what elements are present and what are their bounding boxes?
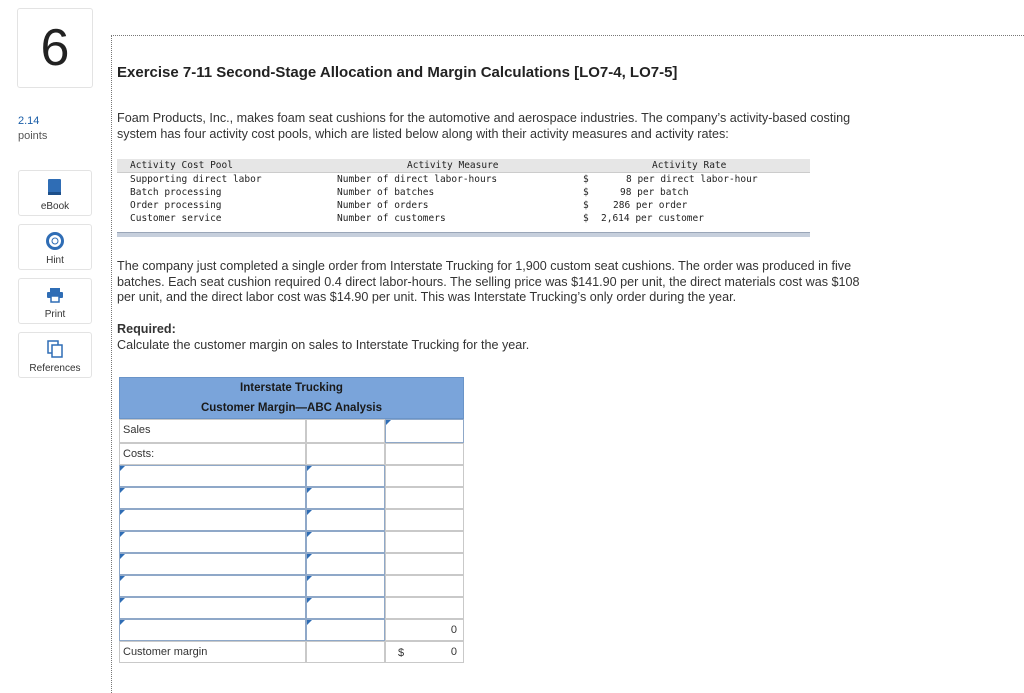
- hint-label: Hint: [46, 255, 64, 266]
- cost-label-input[interactable]: [119, 465, 306, 487]
- book-icon: [45, 177, 65, 197]
- costs-label: Costs:: [123, 448, 155, 460]
- cost-amount-input[interactable]: [306, 619, 385, 641]
- row-measure: Number of customers: [337, 212, 446, 224]
- required-text: Calculate the customer margin on sales to Interstate Trucking for the year.: [117, 337, 530, 352]
- row-dollar: $: [583, 174, 589, 185]
- body-line-1: The company just completed a single order from Interstate Trucking for 1,900 custom seat cushions. The order was produced in five: [117, 259, 852, 273]
- row-rate: 286 per order: [613, 200, 688, 211]
- print-label: Print: [44, 309, 66, 320]
- row-pool: Supporting direct labor: [130, 174, 262, 185]
- cost-blank-cell: [385, 509, 464, 531]
- costs-right-cell: [385, 443, 464, 465]
- cost-blank-cell: [385, 553, 464, 575]
- sales-amount-input[interactable]: [385, 419, 464, 443]
- header-pool: Activity Cost Pool: [130, 160, 233, 171]
- total-costs-cell: [385, 619, 464, 641]
- lifebuoy-icon: [45, 231, 65, 251]
- cost-amount-input[interactable]: [306, 553, 385, 575]
- margin-value: 0: [450, 646, 457, 658]
- points-display: [18, 114, 47, 144]
- points-label: points: [18, 130, 48, 142]
- cost-amount-input[interactable]: [306, 597, 385, 619]
- costs-mid-cell: [306, 443, 385, 465]
- intro-line-1: Foam Products, Inc., makes foam seat cushions for the automotive and aerospace industries. The company’s activity-based costing: [117, 111, 851, 125]
- sales-mid-cell: [306, 419, 385, 443]
- row-pool: Order processing: [130, 200, 222, 211]
- header-rate: Activity Rate: [652, 160, 727, 171]
- vertical-divider: [111, 35, 112, 693]
- row-measure: Number of direct labor-hours: [337, 174, 498, 185]
- margin-table-header: [119, 377, 464, 419]
- intro-paragraph: [117, 111, 947, 142]
- row-measure: Number of orders: [337, 200, 429, 211]
- row-dollar: $: [583, 212, 589, 224]
- cost-label-input[interactable]: [119, 487, 306, 509]
- cost-blank-cell: [385, 597, 464, 619]
- required-label: Required:: [117, 322, 176, 336]
- cost-blank-cell: [385, 465, 464, 487]
- margin-value-cell: [385, 641, 464, 663]
- cost-blank-cell: [385, 575, 464, 597]
- row-pool: Customer service: [130, 212, 222, 224]
- header-measure: Activity Measure: [407, 160, 499, 171]
- costs-label-cell: [119, 443, 306, 465]
- row-measure: Number of batches: [337, 186, 435, 198]
- row-dollar: $: [583, 200, 589, 211]
- ebook-label: eBook: [40, 201, 70, 212]
- cost-label-input[interactable]: [119, 531, 306, 553]
- cost-amount-input[interactable]: [306, 487, 385, 509]
- row-pool: Batch processing: [130, 186, 222, 198]
- row-rate: 2,614 per customer: [601, 212, 704, 224]
- points-value: 2.14: [18, 115, 40, 127]
- body-line-2: batches. Each seat cushion required 0.4 direct labor-hours. The selling price was $141.90 per unit, the direct materials cost was $108: [117, 274, 860, 289]
- exercise-title: Exercise 7-11 Second-Stage Allocation and Margin Calculations [LO7-4, LO7-5]: [117, 64, 678, 81]
- activity-row: [117, 173, 810, 187]
- references-button[interactable]: [18, 332, 92, 378]
- activity-row: [117, 214, 810, 228]
- hint-button[interactable]: [18, 224, 92, 270]
- cost-label-input[interactable]: [119, 553, 306, 575]
- activity-table: [117, 159, 810, 227]
- activity-table-header: [117, 159, 810, 173]
- activity-row: [117, 200, 810, 214]
- margin-mid-cell: [306, 641, 385, 663]
- copy-icon: [45, 339, 65, 359]
- activity-table-footer: [117, 232, 810, 237]
- cost-amount-input[interactable]: [306, 509, 385, 531]
- ebook-button[interactable]: [18, 170, 92, 216]
- row-rate: 98 per batch: [620, 186, 689, 198]
- cost-amount-input[interactable]: [306, 465, 385, 487]
- activity-row: [117, 187, 810, 201]
- cost-label-input[interactable]: [119, 597, 306, 619]
- cost-label-input[interactable]: [119, 509, 306, 531]
- order-paragraph: [117, 259, 947, 306]
- cost-amount-input[interactable]: [306, 575, 385, 597]
- cost-blank-cell: [385, 531, 464, 553]
- printer-icon: [45, 285, 65, 305]
- cost-label-input[interactable]: [119, 575, 306, 597]
- row-rate: 8 per direct labor-hour: [626, 174, 758, 185]
- sales-label: Sales: [123, 424, 151, 436]
- total-costs-value: 0: [450, 624, 457, 636]
- required-section: [117, 322, 947, 353]
- margin-table-subtitle: Customer Margin—ABC Analysis: [200, 402, 383, 414]
- print-button[interactable]: [18, 278, 92, 324]
- row-dollar: $: [583, 186, 589, 198]
- cost-blank-cell: [385, 487, 464, 509]
- question-number: 6: [17, 8, 93, 88]
- margin-label: Customer margin: [123, 646, 208, 658]
- margin-label-cell: [119, 641, 306, 663]
- intro-line-2: system has four activity cost pools, which are listed below along with their activity measures and activity rates:: [117, 126, 729, 141]
- margin-table-title: Interstate Trucking: [240, 382, 343, 394]
- margin-dollar: $: [398, 647, 405, 659]
- references-label: References: [29, 363, 81, 374]
- cost-amount-input[interactable]: [306, 531, 385, 553]
- body-line-3: per unit, and the direct labor cost was $14.90 per unit. This was Interstate Trucking’s only order during the year.: [117, 290, 737, 304]
- top-divider: [111, 35, 1024, 36]
- sales-label-cell: [119, 419, 306, 443]
- cost-label-input[interactable]: [119, 619, 306, 641]
